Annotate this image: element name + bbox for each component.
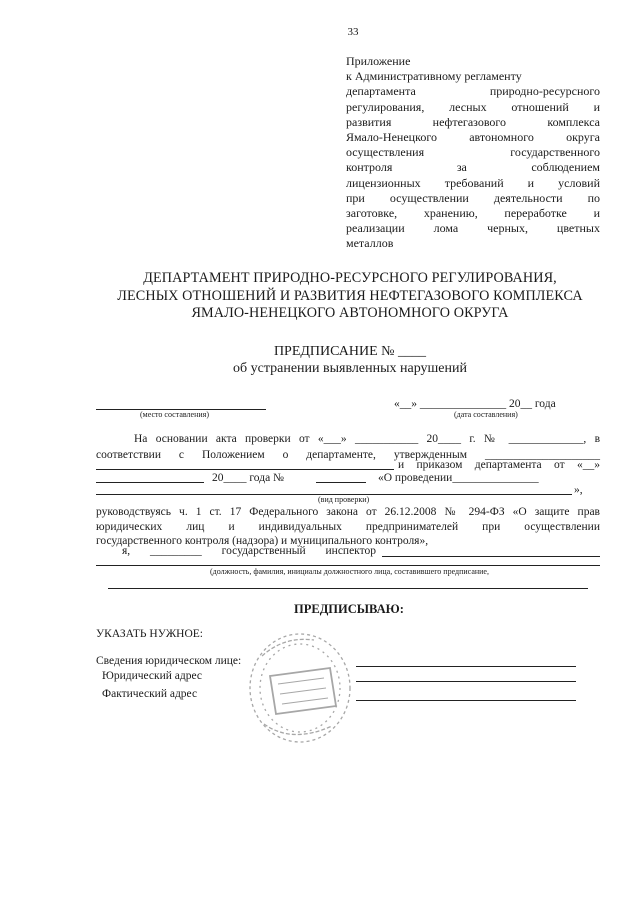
appendix-line: реализации лома черных, цветных <box>346 221 600 236</box>
inspector-line <box>382 556 600 557</box>
appendix-line: заготовке, хранению, переработке и <box>346 206 600 221</box>
appendix-line: развития нефтегазового комплекса <box>346 114 600 129</box>
appendix-line: при осуществлении деятельности по <box>346 190 600 205</box>
basis-blank-line <box>96 469 394 470</box>
prescription-heading: ПРЕДПИСАНИЕ № ____ <box>273 344 427 359</box>
appendix-line: лицензионных требований и условий <box>346 175 600 190</box>
basis-line-9: я, _________ государственный инспектор <box>122 545 376 557</box>
prescribe-heading: ПРЕДПИСЫВАЮ: <box>294 602 404 616</box>
department-title-line: ДЕПАРТАМЕНТ ПРИРОДНО-РЕСУРСНОГО РЕГУЛИРОВАНИЯ, <box>143 270 557 286</box>
department-title-line: ЛЕСНЫХ ОТНОШЕНИЙ И РАЗВИТИЯ НЕФТЕГАЗОВОГО КОМПЛЕКСА <box>117 287 583 304</box>
appendix-line: контроля за соблюдением <box>346 160 600 175</box>
appendix-line: металлов <box>346 236 394 251</box>
actual-address-label: Фактический адрес <box>102 688 198 700</box>
appendix-line: осуществления государственного <box>346 145 600 160</box>
legal-address-label: Юридический адрес <box>102 670 202 682</box>
prescription-subtitle: об устранении выявленных нарушений <box>233 361 467 376</box>
basis-line-2: соответствии с Положением о департаменте, утвержденным ____________________ <box>96 449 600 461</box>
legal-entity-info-label: Сведения юридическом лице: <box>96 655 242 667</box>
department-title-line: ЯМАЛО-НЕНЕЦКОГО АВТОНОМНОГО ОКРУГА <box>191 305 509 321</box>
actual-address-line <box>356 700 576 701</box>
basis-blank-line <box>96 482 204 483</box>
basis-blank-line <box>316 482 366 483</box>
legal-address-line <box>356 681 576 682</box>
basis-line-3: и приказом департамента от «__» <box>398 459 600 471</box>
appendix-line: к Административному регламенту <box>346 69 522 84</box>
check-type-caption: (вид проверки) <box>318 495 370 504</box>
official-caption: (должность, фамилия, инициалы должностного лица, составившего предписание, <box>210 567 489 576</box>
appendix-block <box>346 54 600 252</box>
official-line-2 <box>108 588 588 589</box>
basis-line-8: государственного контроля (надзора) и муниципального контроля», <box>96 535 429 547</box>
basis-line-4b: «О проведении_______________ <box>378 472 539 484</box>
legal-entity-info-line <box>356 666 576 667</box>
appendix-line: Ямало-Ненецкого автономного округа <box>346 130 600 145</box>
date-field: «__» _______________ 20__ года <box>394 398 556 410</box>
appendix-line: регулирования, лесных отношений и <box>346 99 600 114</box>
basis-line-5-end: », <box>574 484 583 496</box>
appendix-line: Приложение <box>346 54 411 68</box>
date-caption: (дата составления) <box>454 410 518 419</box>
place-caption: (место составления) <box>140 410 209 419</box>
official-stamp <box>244 628 356 746</box>
basis-line-1: На основании акта проверки от «___» ___________ 20____ г. № _____________, в <box>134 433 600 445</box>
prescription-title <box>60 343 640 377</box>
appendix-line: департамента природно-ресурсного <box>346 84 600 99</box>
basis-line-7: юридических лиц и индивидуальных предпринимателей при осуществлении <box>96 521 600 533</box>
basis-line-6: руководствуясь ч. 1 ст. 17 Федерального закона от 26.12.2008 № 294-ФЗ «О защите прав <box>96 506 600 518</box>
basis-line-4a: 20____ года № <box>212 472 285 484</box>
indicate-required: УКАЗАТЬ НУЖНОЕ: <box>96 628 203 640</box>
official-line <box>96 565 600 566</box>
page-number: 33 <box>347 26 359 38</box>
department-title <box>60 270 640 323</box>
